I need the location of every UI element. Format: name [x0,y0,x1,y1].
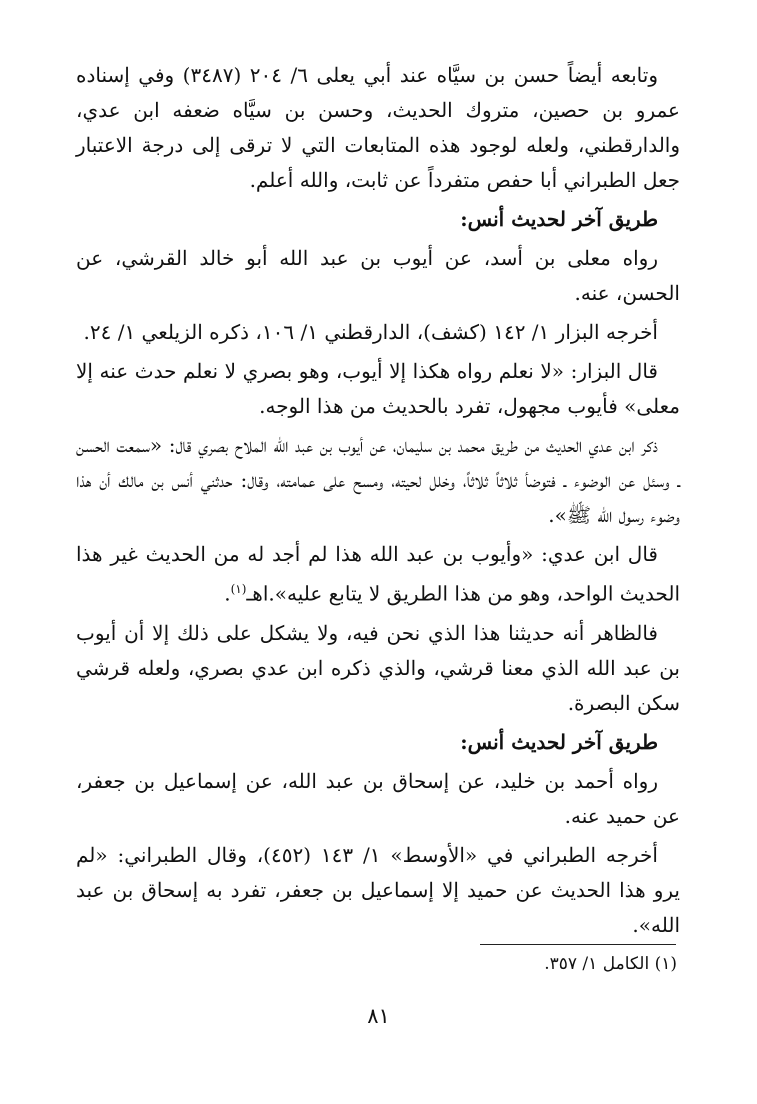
paragraph-6 [76,537,680,612]
page-number: ٨١ [367,1004,390,1028]
page-body [76,58,680,947]
paragraph-7: فالظاهر أنه حديثنا هذا الذي نحن فيه، ولا يشكل على ذلك إلا أن أيوب بن عبد الله الذي معنا قرشي، والذي ذكره ابن عدي بصري، ولعله قرشي سكن البصرة. [76,620,680,715]
paragraph-6-text: قال ابن عدي: «وأيوب بن عبد الله هذا لم أجد له من الحديث غير هذا الحديث الواحد، وهو من هذا الطريق لا يتابع عليه».اهـ [76,542,680,606]
footnote: (١) الكامل ١/ ٣٥٧. [544,954,677,974]
paragraph-9: أخرجه الطبراني في «الأوسط» ١/ ١٤٣ (٤٥٢)، وقال الطبراني: «لم يرو هذا الحديث عن حميد إلا إسماعيل بن جعفر، تفرد به إسحاق بن عبد الله». [76,842,680,937]
section-heading-1: طريق آخر لحديث أنس: [460,207,658,231]
footnote-reference: (١) [230,582,247,596]
paragraph-6-tail: . [224,581,231,606]
footnote-divider [480,944,676,945]
paragraph-8: رواه أحمد بن خليد، عن إسحاق بن عبد الله، عن إسماعيل بن جعفر، عن حميد عنه. [76,768,680,828]
paragraph-2: رواه معلى بن أسد، عن أيوب بن عبد الله أبو خالد القرشي، عن الحسن، عنه. [76,246,680,305]
paragraph-5: ذكر ابن عدي الحديث من طريق محمد بن سليمان، عن أيوب بن عبد الله الملاح بصري قال: «سمعت الحسن ـ وسئل عن الوضوء ـ فتوضأ ثلاثاً ثلاثاً، وخلل لحيته، ومسح على عمامته، وقال: حدثني أنس بن مالك أن هذا وضوء رسول الله ﷺ». [76,433,680,527]
section-heading-2: طريق آخر لحديث أنس: [460,729,658,754]
paragraph-1: وتابعه أيضاً حسن بن سيَّاه عند أبي يعلى ٦/ ٢٠٤ (٣٤٨٧) وفي إسناده عمرو بن حصين، متروك الحديث، وحسن بن سيَّاه ضعفه ابن عدي، والدارقطني، ولعله لوجود هذه المتابعات التي لا ترقى إلى درجة الاعتبار جعل الطبراني أبا حفص متفرداً عن ثابت، والله أعلم. [76,63,680,192]
paragraph-3: أخرجه البزار ١/ ١٤٢ (كشف)، الدارقطني ١/ ١٠٦، ذكره الزيلعي ١/ ٢٤. [83,320,658,344]
paragraph-4: قال البزار: «لا نعلم رواه هكذا إلا أيوب، وهو بصري لا نعلم حدث عنه إلا معلى» فأيوب مجهول، تفرد بالحديث من هذا الوجه. [76,359,680,418]
